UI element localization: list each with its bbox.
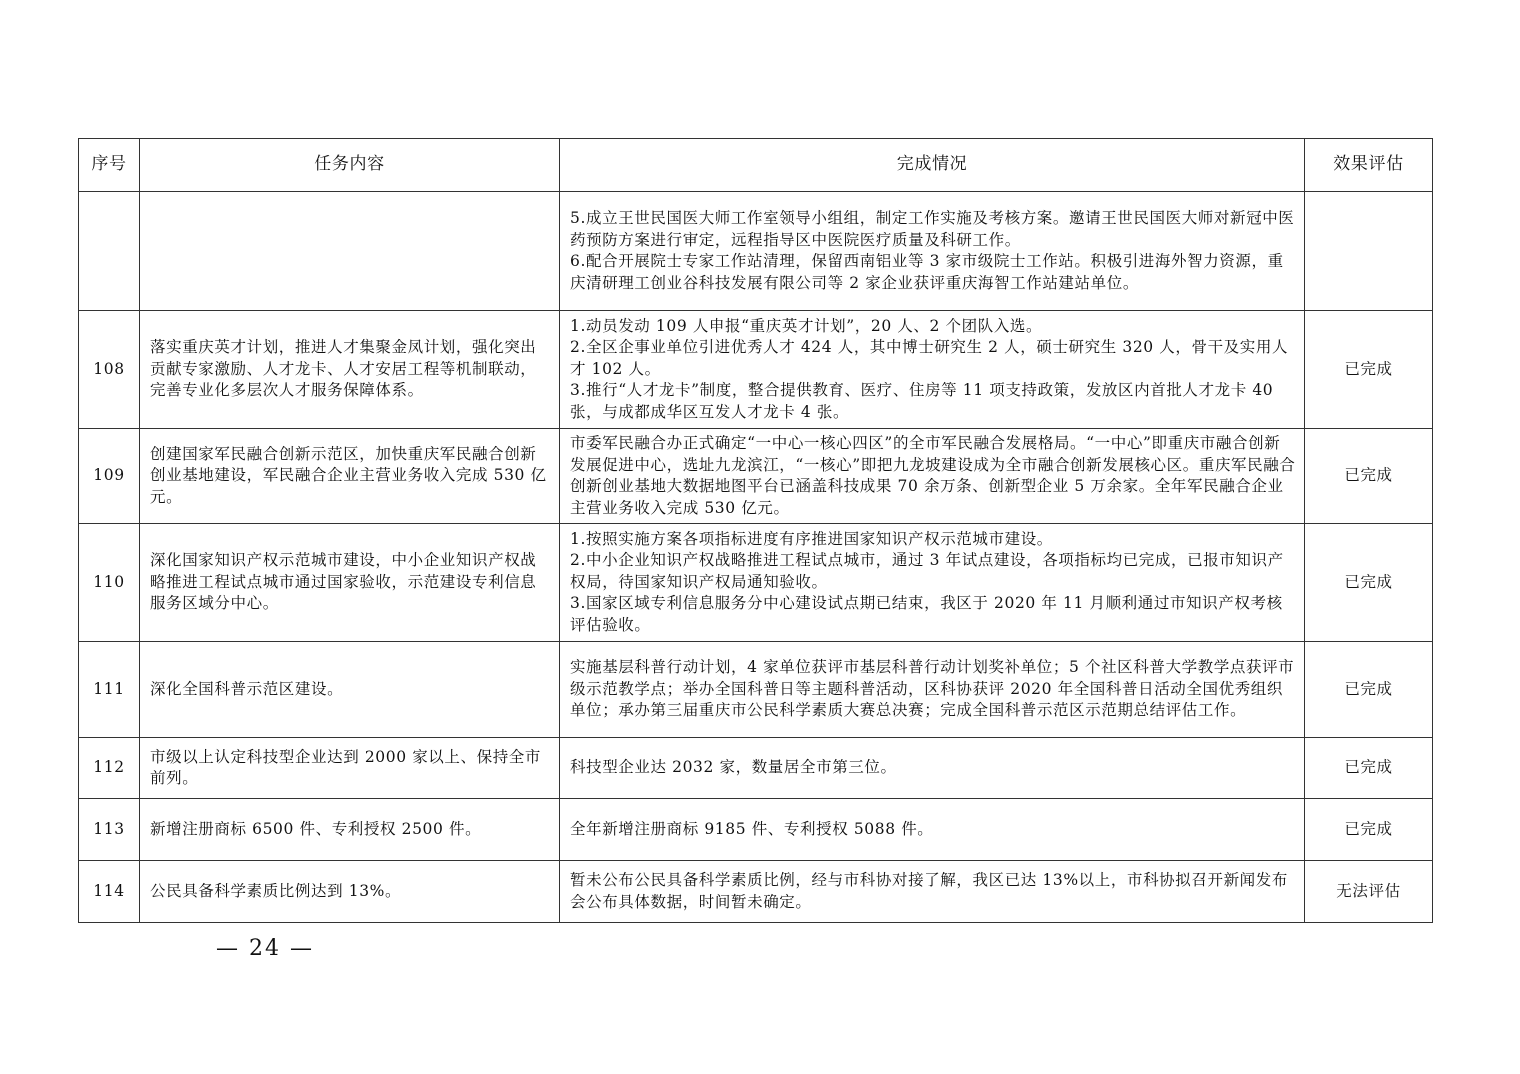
row-done xyxy=(560,861,1305,923)
table-row xyxy=(79,799,1433,861)
row-done xyxy=(560,642,1305,738)
table-row xyxy=(79,192,1433,311)
table-row xyxy=(79,861,1433,923)
row-done xyxy=(560,799,1305,861)
done-item: 全年新增注册商标 9185 件、专利授权 5088 件。 xyxy=(570,819,934,838)
row-seq: 112 xyxy=(79,738,140,799)
row-seq: 111 xyxy=(79,642,140,738)
row-seq xyxy=(79,192,140,311)
row-task: 深化全国科普示范区建设。 xyxy=(140,642,560,738)
row-eval: 已完成 xyxy=(1305,429,1433,524)
done-item: 市委军民融合办正式确定“一中心一核心四区”的全市军民融合发展格局。“一中心”即重庆市融合创新发展促进中心，选址九龙滨江，“一核心”即把九龙坡建设成为全市融合创新发展核心区。重庆军民融合创新创业基地大数据地图平台已涵盖科技成果 70 余万条、创新型企业 5 万余家。全年军民融合企业主营业务收入完成 530 亿元。 xyxy=(570,434,1296,517)
row-seq: 108 xyxy=(79,311,140,429)
row-task: 落实重庆英才计划，推进人才集聚金凤计划，强化突出贡献专家激励、人才龙卡、人才安居工程等机制联动，完善专业化多层次人才服务保障体系。 xyxy=(140,311,560,429)
table-header-row xyxy=(79,139,1433,192)
row-eval: 已完成 xyxy=(1305,799,1433,861)
done-item: 2.全区企事业单位引进优秀人才 424 人，其中博士研究生 2 人，硕士研究生 320 人，骨干及实用人才 102 人。 xyxy=(570,338,1289,378)
header-seq: 序号 xyxy=(79,139,140,192)
row-seq: 114 xyxy=(79,861,140,923)
row-eval xyxy=(1305,192,1433,311)
done-item: 1.动员发动 109 人申报“重庆英才计划”，20 人、2 个团队入选。 xyxy=(570,316,1043,335)
row-seq: 113 xyxy=(79,799,140,861)
table-row xyxy=(79,311,1433,429)
done-item: 3.国家区域专利信息服务分中心建设试点期已结束，我区于 2020 年 11 月顺利通过市知识产权考核评估验收。 xyxy=(570,594,1283,634)
row-eval: 已完成 xyxy=(1305,524,1433,642)
page-number: — 24 — xyxy=(216,936,314,961)
table-row xyxy=(79,738,1433,799)
row-done xyxy=(560,429,1305,524)
header-done: 完成情况 xyxy=(560,139,1305,192)
row-eval: 已完成 xyxy=(1305,642,1433,738)
table-row xyxy=(79,429,1433,524)
row-done xyxy=(560,524,1305,642)
row-done xyxy=(560,738,1305,799)
row-task xyxy=(140,192,560,311)
done-item: 1.按照实施方案各项指标进度有序推进国家知识产权示范城市建设。 xyxy=(570,529,1053,548)
header-eval: 效果评估 xyxy=(1305,139,1433,192)
done-item: 6.配合开展院士专家工作站清理，保留西南铝业等 3 家市级院士工作站。积极引进海外智力资源，重庆清研理工创业谷科技发展有限公司等 2 家企业获评重庆海智工作站建站单位。 xyxy=(570,252,1284,292)
task-table xyxy=(78,138,1433,923)
row-eval: 无法评估 xyxy=(1305,861,1433,923)
row-done xyxy=(560,311,1305,429)
done-item: 3.推行“人才龙卡”制度，整合提供教育、医疗、住房等 11 项支持政策，发放区内首批人才龙卡 40 张，与成都成华区互发人才龙卡 4 张。 xyxy=(570,381,1274,421)
row-seq: 110 xyxy=(79,524,140,642)
row-eval: 已完成 xyxy=(1305,311,1433,429)
done-item: 2.中小企业知识产权战略推进工程试点城市，通过 3 年试点建设，各项指标均已完成，已报市知识产权局，待国家知识产权局通知验收。 xyxy=(570,551,1284,591)
row-eval: 已完成 xyxy=(1305,738,1433,799)
row-task: 市级以上认定科技型企业达到 2000 家以上、保持全市前列。 xyxy=(140,738,560,799)
done-item: 科技型企业达 2032 家，数量居全市第三位。 xyxy=(570,758,897,777)
header-task: 任务内容 xyxy=(140,139,560,192)
done-item: 暂未公布公民具备科学素质比例，经与市科协对接了解，我区已达 13%以上，市科协拟召开新闻发布会公布具体数据，时间暂未确定。 xyxy=(570,871,1288,911)
done-item: 5.成立王世民国医大师工作室领导小组组，制定工作实施及考核方案。邀请王世民国医大师对新冠中医药预防方案进行审定，远程指导区中医院医疗质量及科研工作。 xyxy=(570,209,1295,249)
row-task: 深化国家知识产权示范城市建设，中小企业知识产权战略推进工程试点城市通过国家验收，示范建设专利信息服务区域分中心。 xyxy=(140,524,560,642)
row-task: 创建国家军民融合创新示范区，加快重庆军民融合创新创业基地建设，军民融合企业主营业务收入完成 530 亿元。 xyxy=(140,429,560,524)
done-item: 实施基层科普行动计划，4 家单位获评市基层科普行动计划奖补单位；5 个社区科普大学教学点获评市级示范教学点；举办全国科普日等主题科普活动，区科协获评 2020 年全国科普日活动全国优秀组织单位；承办第三届重庆市公民科学素质大赛总决赛；完成全国科普示范区示范期总结评估工作。 xyxy=(570,658,1295,720)
row-seq: 109 xyxy=(79,429,140,524)
table-row xyxy=(79,524,1433,642)
table-row xyxy=(79,642,1433,738)
row-task: 新增注册商标 6500 件、专利授权 2500 件。 xyxy=(140,799,560,861)
row-done xyxy=(560,192,1305,311)
row-task: 公民具备科学素质比例达到 13%。 xyxy=(140,861,560,923)
